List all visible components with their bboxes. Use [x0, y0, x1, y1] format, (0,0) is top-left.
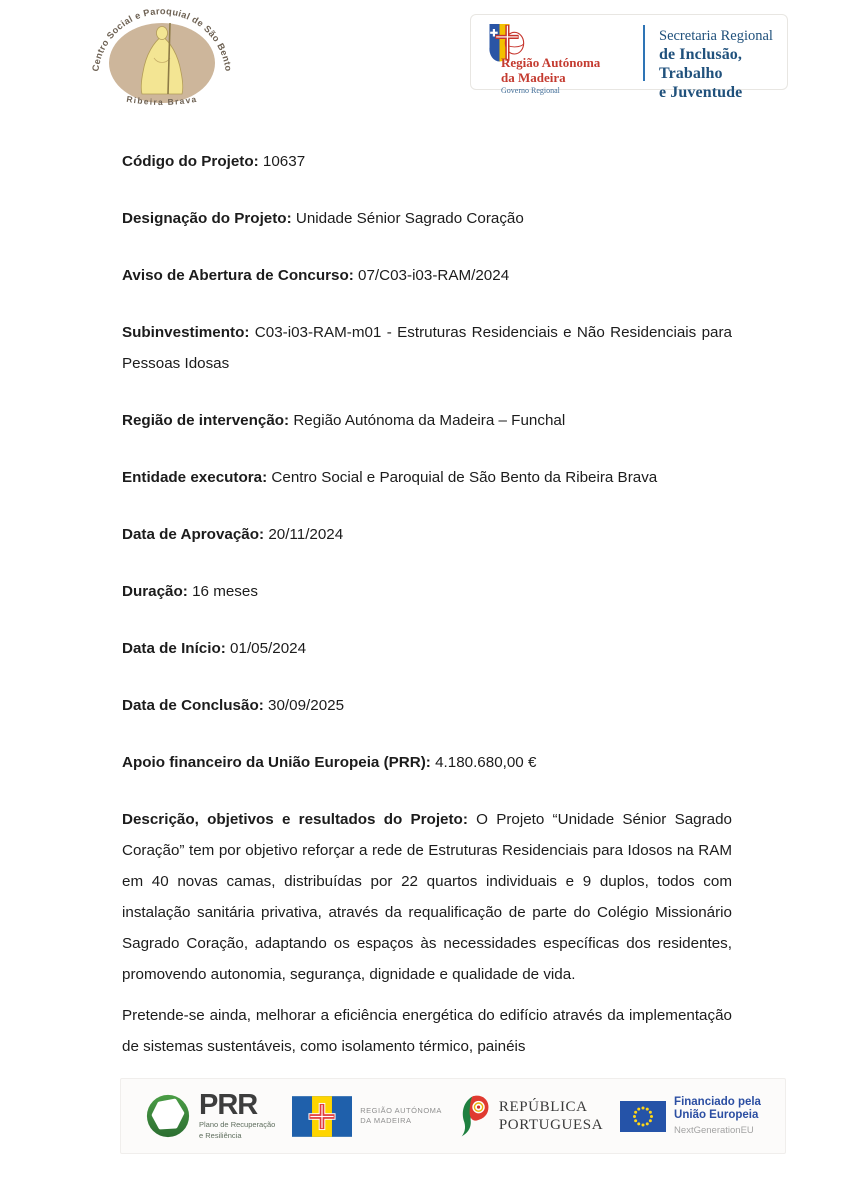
description-text: O Projeto “Unidade Sénior Sagrado Coração” tem por objetivo reforçar a rede de Estruturas Residenciais para Idosos na RAM em 40 novas camas, distribuídas por 22 quartos individuais e 9 duplos, todos com instalação sanitária privativa, através da requalificação de parte do Colégio Missionário Sagrado Coração, adaptando os espaços às necessidades específicas dos residentes, promovendo autonomia, segurança, dignidade e qualidade de vida. [122, 811, 732, 983]
project-description [122, 804, 732, 990]
secretaria-line1: Secretaria Regional [659, 28, 773, 44]
field-label: Data de Conclusão: [122, 697, 264, 714]
field-value: 16 meses [192, 583, 258, 600]
field-label: Região de intervenção: [122, 412, 290, 429]
field-designacao-do-projeto [122, 203, 732, 234]
field-aviso-de-abertura [122, 260, 732, 291]
field-label: Duração: [122, 583, 188, 600]
prr-icon [145, 1093, 191, 1139]
field-label: Descrição, objetivos e resultados do Projeto: [122, 811, 468, 828]
field-entidade-executora [122, 462, 732, 493]
seal-arc-text: Centro Social e Paroquial de São Bento [90, 6, 234, 73]
prr-subtitle-line2: e Resiliência [199, 1131, 242, 1140]
secretaria-line2: de Inclusão, Trabalho [659, 46, 742, 82]
seal-bottom-text: Ribeira Brava [125, 93, 199, 108]
eu-label-line1: Financiado pela [674, 1095, 761, 1108]
field-value: 10637 [262, 153, 306, 170]
field-label: Entidade executora: [122, 469, 268, 486]
field-label: Subinvestimento: [122, 324, 250, 341]
field-value: Centro Social e Paroquial de São Bento da Ribeira Brava [271, 469, 658, 486]
field-value: C03-i03-RAM-m01 - Estruturas Residenciais e Não Residenciais para Pessoas Idosas [122, 324, 732, 372]
republica-label-line2: PORTUGUESA [498, 1117, 604, 1133]
field-data-de-aprovacao [122, 519, 732, 550]
footer-logos [120, 1078, 786, 1154]
region-name-block [501, 55, 600, 96]
field-value: Região Autónoma da Madeira – Funchal [293, 412, 566, 429]
eu-funding-logo [620, 1096, 761, 1137]
prr-subtitle-line1: Plano de Recuperação [199, 1120, 276, 1129]
republica-portuguesa-icon [459, 1094, 491, 1138]
prr-logo [145, 1089, 276, 1140]
field-subinvestimento [122, 317, 732, 379]
field-label: Data de Aprovação: [122, 526, 265, 543]
region-line3: Governo Regional [501, 86, 560, 95]
madeira-label-line1: REGIÃO AUTÓNOMA [360, 1106, 442, 1115]
region-line1: Região Autónoma [501, 55, 601, 70]
field-value: 01/05/2024 [230, 640, 307, 657]
document-body [122, 146, 732, 1062]
field-label: Aviso de Abertura de Concurso: [122, 267, 354, 284]
madeira-label-line2: DA MADEIRA [360, 1116, 412, 1125]
field-label: Designação do Projeto: [122, 210, 292, 227]
header-divider [643, 25, 645, 81]
field-label: Apoio financeiro da União Europeia (PRR): [122, 754, 431, 771]
madeira-flag-logo [292, 1096, 442, 1137]
republica-portuguesa-logo [459, 1094, 603, 1138]
madeira-flag-icon [292, 1096, 352, 1137]
eu-label-line3: NextGenerationEU [674, 1124, 754, 1136]
field-apoio-financeiro [122, 747, 732, 778]
field-value: Unidade Sénior Sagrado Coração [295, 210, 524, 227]
government-header-logo [470, 14, 788, 101]
field-value: 4.180.680,00 € [435, 754, 537, 771]
secretaria-name-block [659, 27, 787, 102]
field-data-de-inicio [122, 633, 732, 664]
field-label: Data de Início: [122, 640, 226, 657]
field-duracao [122, 576, 732, 607]
field-codigo-do-projeto [122, 146, 732, 177]
field-value: 30/09/2025 [268, 697, 345, 714]
prr-title: PRR [199, 1089, 258, 1121]
republica-label-line1: REPÚBLICA [498, 1099, 588, 1115]
field-regiao-de-intervencao [122, 405, 732, 436]
field-label: Código do Projeto: [122, 153, 259, 170]
region-line2: da Madeira [501, 70, 566, 85]
secretaria-line3: e Juventude [659, 84, 743, 101]
field-data-de-conclusao [122, 690, 732, 721]
centro-social-seal-icon [62, 6, 262, 118]
eu-flag-icon [620, 1101, 666, 1132]
eu-label-line2: União Europeia [674, 1109, 759, 1121]
project-description-continued: Pretende-se ainda, melhorar a eficiência energética do edifício através da implementação de sistemas sustentáveis, como isolamento térmico, painéis [122, 1007, 732, 1055]
field-value: 20/11/2024 [268, 526, 344, 543]
field-value: 07/C03-i03-RAM/2024 [358, 267, 510, 284]
